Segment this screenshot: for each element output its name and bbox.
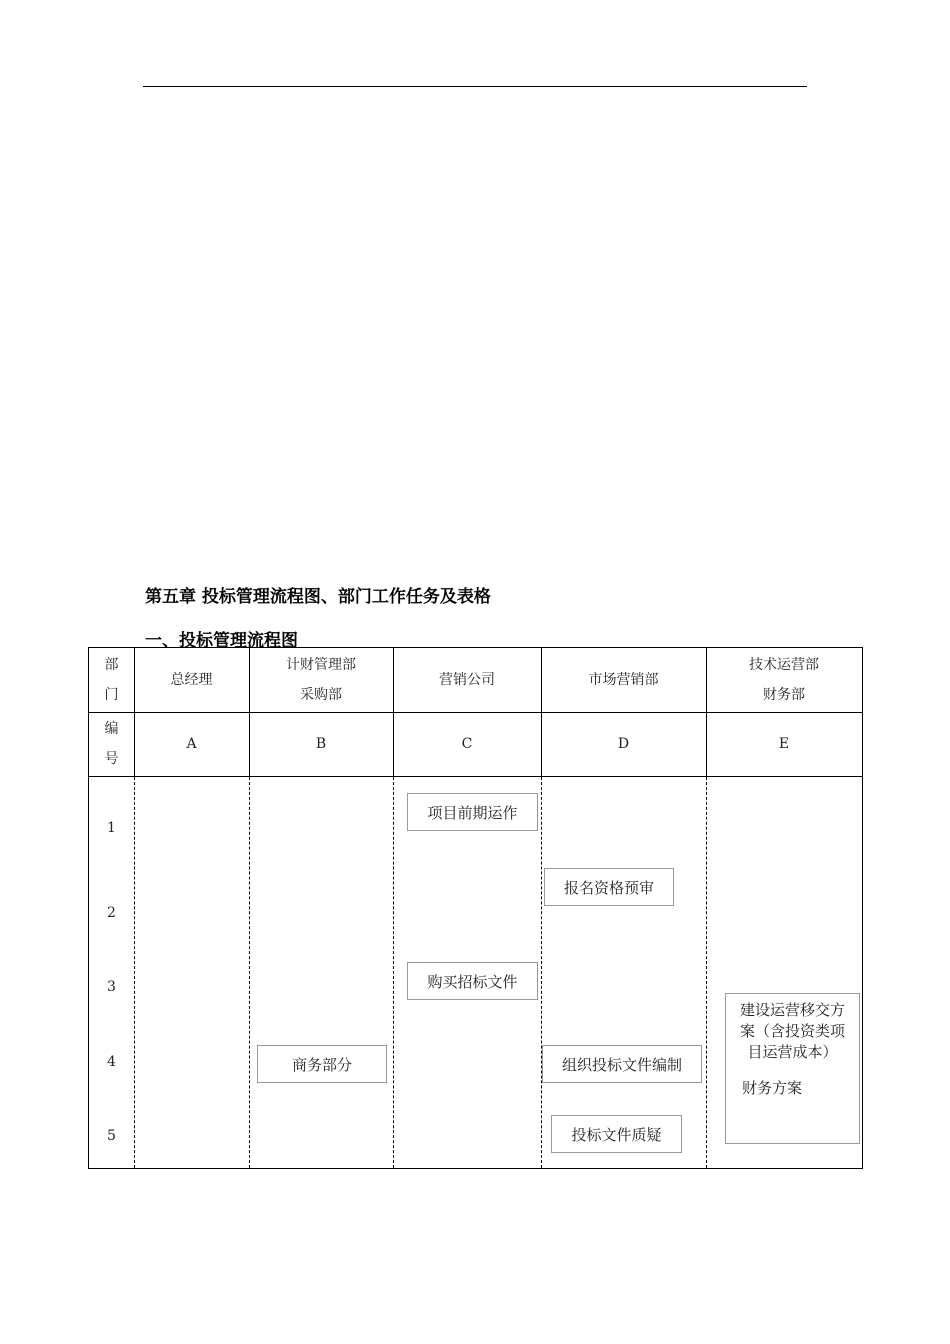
- row-number-1: 1: [107, 820, 116, 836]
- lane-divider: [134, 777, 135, 1168]
- step-bid-document-query: 投标文件质疑: [551, 1115, 682, 1153]
- row-number-4: 4: [107, 1054, 116, 1070]
- lane-divider: [249, 777, 250, 1168]
- dept-header-e: 技术运营部 财务部: [749, 657, 819, 703]
- dept-header-a: 总经理: [170, 672, 213, 688]
- step-financial-plan: 财务方案: [742, 1079, 803, 1097]
- bidding-flowchart: [88, 647, 863, 1169]
- code-corner-header: 编 号: [104, 721, 119, 767]
- row-number-5: 5: [107, 1128, 116, 1144]
- code-c: C: [461, 736, 473, 752]
- lane-divider: [541, 777, 542, 1168]
- dept-header-b: 计财管理部 采购部: [286, 657, 356, 703]
- step-purchase-tender-documents: 购买招标文件: [407, 962, 538, 1000]
- code-b: B: [315, 736, 327, 752]
- dept-header-c: 营销公司: [439, 672, 495, 688]
- lane-divider: [706, 777, 707, 1168]
- step-construction-operation-transfer-plan: 建设运营移交方 案（含投资类项 目运营成本） 财务方案: [725, 993, 860, 1144]
- step-registration-prequalification: 报名资格预审: [544, 868, 674, 906]
- row-number-3: 3: [107, 979, 116, 995]
- code-row-divider: [89, 776, 862, 777]
- code-e: E: [778, 736, 790, 752]
- chapter-title: 第五章 投标管理流程图、部门工作任务及表格: [145, 587, 491, 607]
- step-project-preliminary-operation: 项目前期运作: [407, 793, 538, 831]
- section-title: 一、投标管理流程图: [145, 631, 298, 651]
- code-a: A: [186, 736, 197, 752]
- code-d: D: [617, 736, 630, 752]
- step-organize-bid-document-preparation: 组织投标文件编制: [542, 1045, 702, 1083]
- dept-header-d: 市场营销部: [588, 672, 659, 688]
- lane-divider: [393, 777, 394, 1168]
- dept-corner-header: 部 门: [104, 657, 119, 703]
- row-number-2: 2: [107, 905, 116, 921]
- step-commercial-section: 商务部分: [257, 1045, 387, 1083]
- header-rule: [143, 86, 807, 87]
